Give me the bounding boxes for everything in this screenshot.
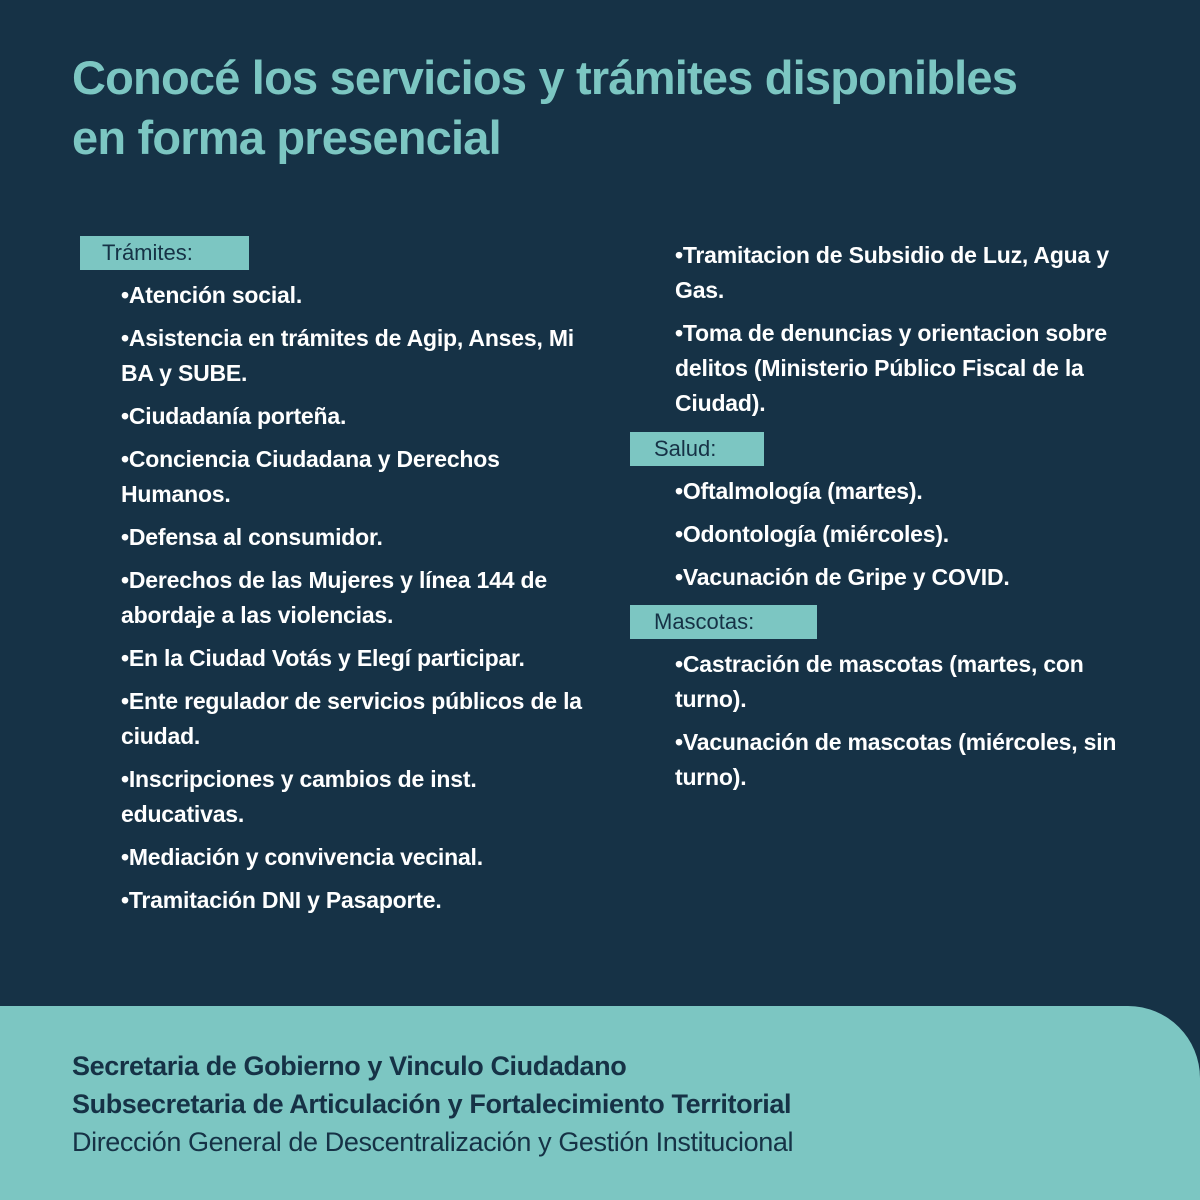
list-item: •Conciencia Ciudadana y Derechos Humanos. [121,446,500,507]
tramites-list [80,278,600,918]
page-title-line-2: en forma presencial [72,111,501,164]
section-label-mascotas: Mascotas: [630,605,817,639]
list-item: •Oftalmología (martes). [675,478,923,504]
list-item: •Ciudadanía porteña. [121,403,347,429]
list-item: •Asistencia en trámites de Agip, Anses, Mi BA y SUBE. [121,325,574,386]
tramites-list-continued [630,238,1160,421]
list-item: •Ente regulador de servicios públicos de la ciudad. [121,688,582,749]
list-item: •Vacunación de mascotas (miércoles, sin turno). [675,729,1117,790]
list-item: •Tramitacion de Subsidio de Luz, Agua y Gas. [675,242,1109,303]
mascotas-list [630,647,1160,795]
left-column [80,236,600,926]
list-item: •Vacunación de Gripe y COVID. [675,564,1010,590]
list-item: •Atención social. [121,282,303,308]
section-label-tramites: Trámites: [80,236,249,270]
list-item: •Defensa al consumidor. [121,524,383,550]
page-title-line-1: Conocé los servicios y trámites disponibles [72,51,1018,104]
list-item: •Castración de mascotas (martes, con turno). [675,651,1084,712]
list-item: •Odontología (miércoles). [675,521,949,547]
list-item: •Toma de denuncias y orientacion sobre delitos (Ministerio Público Fiscal de la Ciudad). [675,320,1108,416]
list-item: •Derechos de las Mujeres y línea 144 de abordaje a las violencias. [121,567,547,628]
right-column [630,238,1160,803]
list-item: •En la Ciudad Votás y Elegí participar. [121,645,525,671]
footer-secretaria: Secretaria de Gobierno y Vinculo Ciudadano [72,1051,627,1081]
section-label-salud: Salud: [630,432,764,466]
salud-list [630,474,1160,595]
list-item: •Mediación y convivencia vecinal. [121,844,483,870]
list-item: •Inscripciones y cambios de inst. educativas. [121,766,477,827]
list-item: •Tramitación DNI y Pasaporte. [121,887,442,913]
footer-banner [0,1006,1200,1200]
page-title [72,48,1152,168]
footer-direccion: Dirección General de Descentralización y Gestión Institucional [72,1127,794,1157]
footer-subsecretaria: Subsecretaria de Articulación y Fortalecimiento Territorial [72,1089,792,1119]
